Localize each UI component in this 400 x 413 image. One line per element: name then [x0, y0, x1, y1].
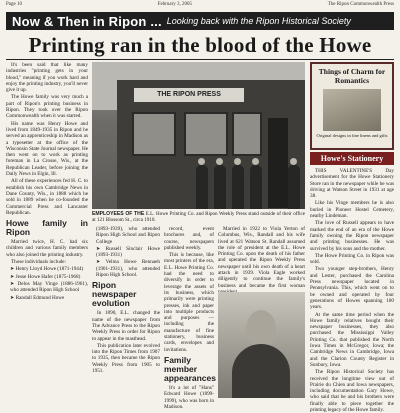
- caption-text: E.L. Howe Printing Co. and Ripon Weekly Press stand outside of their office at 121 Blossom St., circa 1910.: [92, 211, 306, 224]
- paragraph: His name was Henry Howe and lived from 1849-1935 in Ripon and he served an apprenticeship in Madison as a typesetter at the office of the Wisconsin State Journal newspaper. He then went on to work as printing foreman in La Crosse, Wis., at the Republican Leader, before joining the Daily News in Elgin, Ill.: [6, 120, 88, 178]
- paragraph: The Howe family was very much a part of Ripon's printing business in Ripon. They took over the Ripon Commonwealth when it was started.: [6, 94, 88, 120]
- paragraph: Married in 1922 to Viola Yerton of Columbus, Wis., Randall and his wife lived at 621 Watson St. Randall assumed the role of president at the E.L. Howe Printing Co. upon the death of his father and operated the Ripon Weekly Press newspaper until his own death of a heart attack in 1939. Viola Eagle worked diligently to continue the family's business and became the first woman: [218, 226, 305, 289]
- portrait-face: [246, 310, 276, 348]
- paragraph: The Howe Printing Co. in Ripon was sold.: [310, 252, 394, 266]
- section-heading: Howe family in Ripon: [6, 218, 88, 238]
- ad-brand-band: Howe's Stationery: [310, 152, 394, 165]
- section-heading: Family member appearances: [164, 354, 216, 383]
- list-item: ➤ Velma Howe Rennaeh (1901-1931), who attended Ripon High School.: [96, 259, 160, 279]
- paragraph: THIS VALENTINE'S Day advertisement for the Howe Stationery Store ran in the newspaper while he was driving at Watson Street in 1931 at age 38.: [310, 168, 394, 200]
- ad-subtitle: Original designs in fine linens and gifts: [316, 133, 388, 138]
- photo-person: [196, 165, 208, 209]
- photo-person: [250, 165, 262, 209]
- photo-person: [214, 165, 226, 209]
- article-headline: Printing ran in the blood of the Howe: [28, 33, 372, 57]
- list-item: (1893-1939), who attended Ripon High School and Ripon College: [96, 226, 160, 245]
- photo-person-head: [234, 158, 241, 165]
- page-header: [6, 2, 394, 10]
- issue-date: February 3, 2005: [157, 2, 193, 7]
- headline-rule: [6, 59, 394, 60]
- paragraph: It's been said that like many industries "printing gets in your blood," meaning if you work hard and enjoy the printing industry, you'll never give it up.: [6, 62, 88, 94]
- article-column-2: [92, 226, 160, 398]
- paragraph: This publication later evolved into the Ripon Times from 1907 to 1935, then became the Ripon Weekly Press from 1905 to 1951.: [92, 342, 160, 375]
- paragraph: At the same time period when the Howe family relatives bought their newspaper businesses, they also purchased the Mississippi Valley Printing Co. that published the North Iowa Times in McGregor, Iowa; the Cambridge News in Cambridge, Iowa and the Clarion County Register in Sunbury, Iowa.: [310, 311, 394, 368]
- paper-name: The Ripon Commonwealth Press: [327, 2, 394, 7]
- list-item: ➤ Randall Edmund Howe: [10, 294, 65, 301]
- photo-person: [232, 165, 244, 209]
- paragraph: The Ripon Historical Society has received the longtime view out of Prairie du Chien and Iowa newspapers, including documentation Gary Howe, who said that he and his brothers were finally able to piece together the printing legacy of the Howe family.: [310, 369, 394, 413]
- section-heading: Ripon newspaper evolution: [92, 280, 137, 309]
- photo-caption: [92, 211, 305, 223]
- banner-subtitle: Looking back with the Ripon Historical Society: [166, 16, 351, 26]
- photo-person-head: [216, 158, 223, 165]
- paragraph: In 1890, E.L. changed the name of the newspaper from The Advance Press to the Ripon Weekly Press in order for Ripon to appear in the masthead.: [92, 310, 160, 342]
- ad-illustration: [323, 89, 381, 131]
- paragraph: record, event brochures and, of course, newspapers published weekly.: [164, 226, 214, 251]
- list-item: ➤ Jesse Howe Hafer (1875-1968): [10, 273, 81, 280]
- paragraph: Like his Vinge members he is also buried in Pioneer Hostel Cemetery, nearby Lindeman.: [310, 200, 394, 220]
- paragraph: The love of Russell appears to have marked the end of an era of the Howe family owning the Ripon newspaper and printing businesses. He was survived by his sons and the mother.: [310, 220, 394, 252]
- paragraph: Married twice, H. C. had six children and various family members who also joined the printing industry.: [6, 239, 88, 258]
- article-column-3: [164, 226, 216, 410]
- paragraph: All of these experiences fed H. C. to establish his own Cambridge News in Dane County, Wis., in 1888 which he sold in 1889 when he co-founded the Commercial Press and Lancaster Republican.: [6, 178, 88, 216]
- list-item: ➤ Russell Sinclair Howe (1893-1931): [96, 245, 160, 259]
- photo-door: [268, 118, 288, 208]
- paragraph: Two younger step-brothers, Henry and Lester, purchased the Carolina Press newspaper located in Pennsylvania. This, which went on to be owned and operated by four generations of Howes spanning 100 years.: [310, 266, 394, 311]
- portrait-photo: [218, 292, 305, 398]
- banner-title: Now & Then in Ripon ...: [12, 13, 162, 29]
- sidebar-column: [310, 168, 394, 413]
- article-column-4: [218, 226, 305, 290]
- photo-window: [132, 112, 176, 156]
- portrait-torso: [232, 344, 290, 398]
- photo-person-head: [252, 158, 259, 165]
- storefront-photo: [92, 62, 305, 209]
- section-banner: [6, 12, 394, 30]
- advertisement: [310, 62, 394, 150]
- paragraph: This is because, like most printers of the era, E.L. Howe Printing Co. had the need to diversify in order to leverage the assets of its business, which primarily were printing presses, ink and paper into multiple products and purposes — including the manufacture of fine stationery, business cards, envelopes and invitations.: [164, 252, 214, 353]
- photo-window: [184, 112, 228, 156]
- ad-title: Things of Charm for Romantics: [318, 67, 386, 85]
- paragraph: Those individuals include:: [11, 259, 67, 266]
- list-item: ➤ Delos May Vinge (1886-1961), who attended Ripon High School: [10, 280, 88, 294]
- photo-person: [288, 165, 300, 209]
- caption-lead: EMPLOYEES OF THE: [92, 211, 145, 217]
- list-item: ➤ Henry Lloyd Howe (1871-1944): [10, 266, 84, 273]
- page-number: Page 10: [6, 2, 22, 7]
- article-column-1: [6, 62, 88, 398]
- photo-window: [232, 112, 262, 156]
- photo-person-head: [290, 158, 297, 165]
- photo-sign: THE RIPON PRESS: [134, 88, 244, 102]
- paragraph: It's a lot of "Hans" Edward Howe (1899-1999), who was born in Madison.: [164, 384, 214, 410]
- sidebar: [310, 62, 394, 413]
- photo-person-head: [198, 158, 205, 165]
